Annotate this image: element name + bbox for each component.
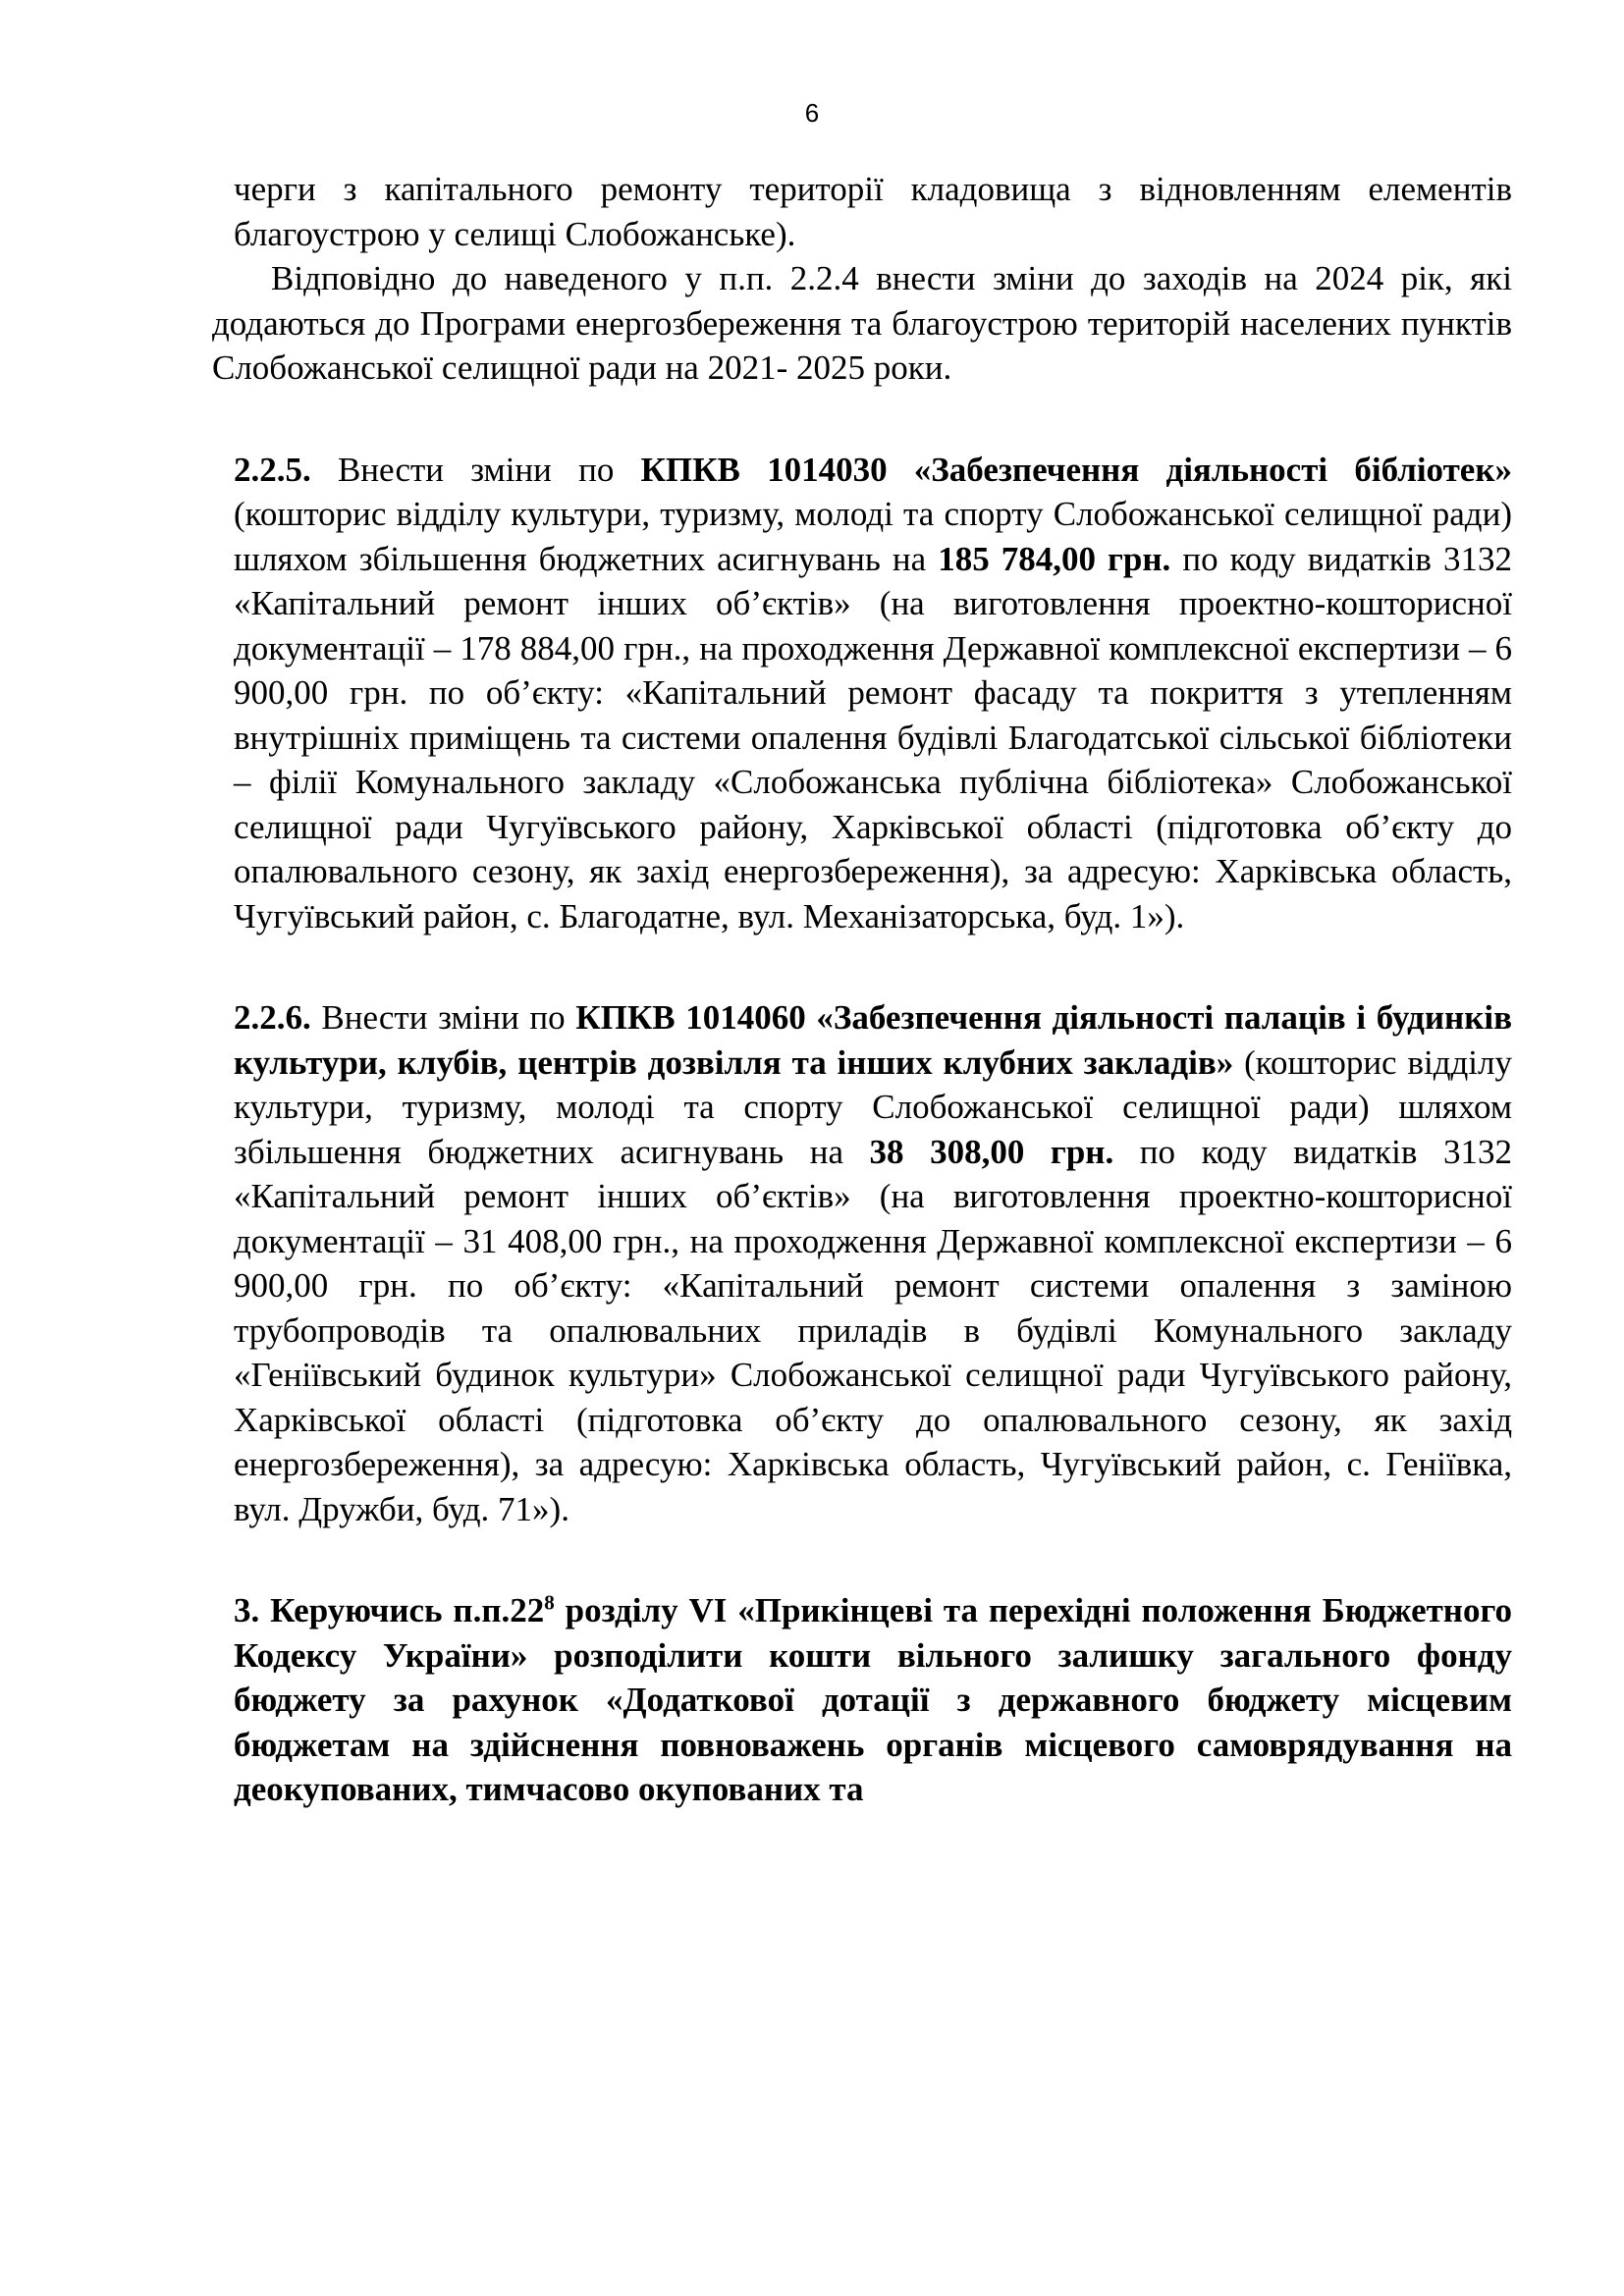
kpkv-title: КПКВ 1014030 «Забезпечення діяльності бібліотек»: [640, 450, 1512, 489]
superscript: 8: [544, 1590, 555, 1615]
section-text: розділу VI «Прикінцеві та перехідні положення Бюджетного Кодексу України» розподілити кошти вільного залишку загального фонду бюджету за рахунок «Додаткової дотації з державного бюджету місцевим бюджетам на здійснення повноважень органів місцевого самоврядування на деокупованих, тимчасово окупованих та: [234, 1591, 1512, 1808]
clause-number: 2.2.6.: [234, 998, 311, 1037]
clause-text: Внести зміни по: [310, 450, 641, 489]
clause-text: (кошторис відділу культури, туризму, молоді та спорту Слобожанської селищної ради) шляхом збільшення бюджетних асигнувань на: [234, 1042, 1512, 1171]
amount: 185 784,00 грн.: [938, 539, 1171, 578]
amount: 38 308,00 грн.: [869, 1132, 1114, 1171]
paragraph-2-2-5: [234, 448, 1512, 939]
paragraph-continuation: черги з капітального ремонту території кладовища з відновленням елементів благоустрою у селищі Слобожанське).: [234, 170, 1512, 253]
clause-text: по коду видатків 3132 «Капітальний ремонт інших об’єктів» (на виготовлення проектно-кошторисної документації – 31 408,00 грн., на проходження Державної комплексної експертизи – 6 900,00 грн. по об’єкту: «Капітальний ремонт системи опалення з заміною трубопроводів та опалювальних приладів в будівлі Комунального закладу «Геніївський будинок культури» Слобожанської селищної ради Чугуївського району, Харківської області (підготовка об’єкту до опалювального сезону, як захід енергозбереження), за адресую: Харківська область, Чугуївський район, с. Геніївка, вул. Дружби, буд. 71»).: [234, 1132, 1512, 1528]
clause-text: Внести зміни по: [310, 998, 576, 1037]
section-lead: 3. Керуючись п.п.22: [234, 1591, 545, 1629]
clause-number: 2.2.5.: [234, 450, 311, 489]
document-body: [212, 167, 1513, 1812]
paragraph-3: [234, 1588, 1512, 1812]
paragraph-2-2-6: [234, 995, 1512, 1531]
clause-text: по коду видатків 3132 «Капітальний ремонт інших об’єктів» (на виготовлення проектно-кошторисної документації – 178 884,00 грн., на проходження Державної комплексної експертизи – 6 900,00 грн. по об’єкту: «Капітальний ремонт фасаду та покриття з утепленням внутрішніх приміщень та системи опалення будівлі Благодатської сільської бібліотеки – філії Комунального закладу «Слобожанська публічна бібліотека» Слобожанської селищної ради Чугуївського району, Харківської області (підготовка об’єкту до опалювального сезону, як захід енергозбереження), за адресую: Харківська область, Чугуївський район, с. Благодатне, вул. Механізаторська, буд. 1»).: [234, 539, 1513, 935]
kpkv-title: КПКВ 1014060 «Забезпечення діяльності палаців і будинків культури, клубів, центрів дозвілля та інших клубних закладів»: [234, 998, 1513, 1082]
paragraph-intro-2-2-4: Відповідно до наведеного у п.п. 2.2.4 внести зміни до заходів на 2024 рік, які додаються до Програми енергозбереження та благоустрою територій населених пунктів Слобожанської селищної ради на 2021- 2025 роки.: [212, 259, 1512, 387]
page-number: 6: [804, 98, 820, 128]
clause-text: (кошторис відділу культури, туризму, молоді та спорту Слобожанської селищної ради) шляхом збільшення бюджетних асигнувань на: [234, 495, 1512, 578]
